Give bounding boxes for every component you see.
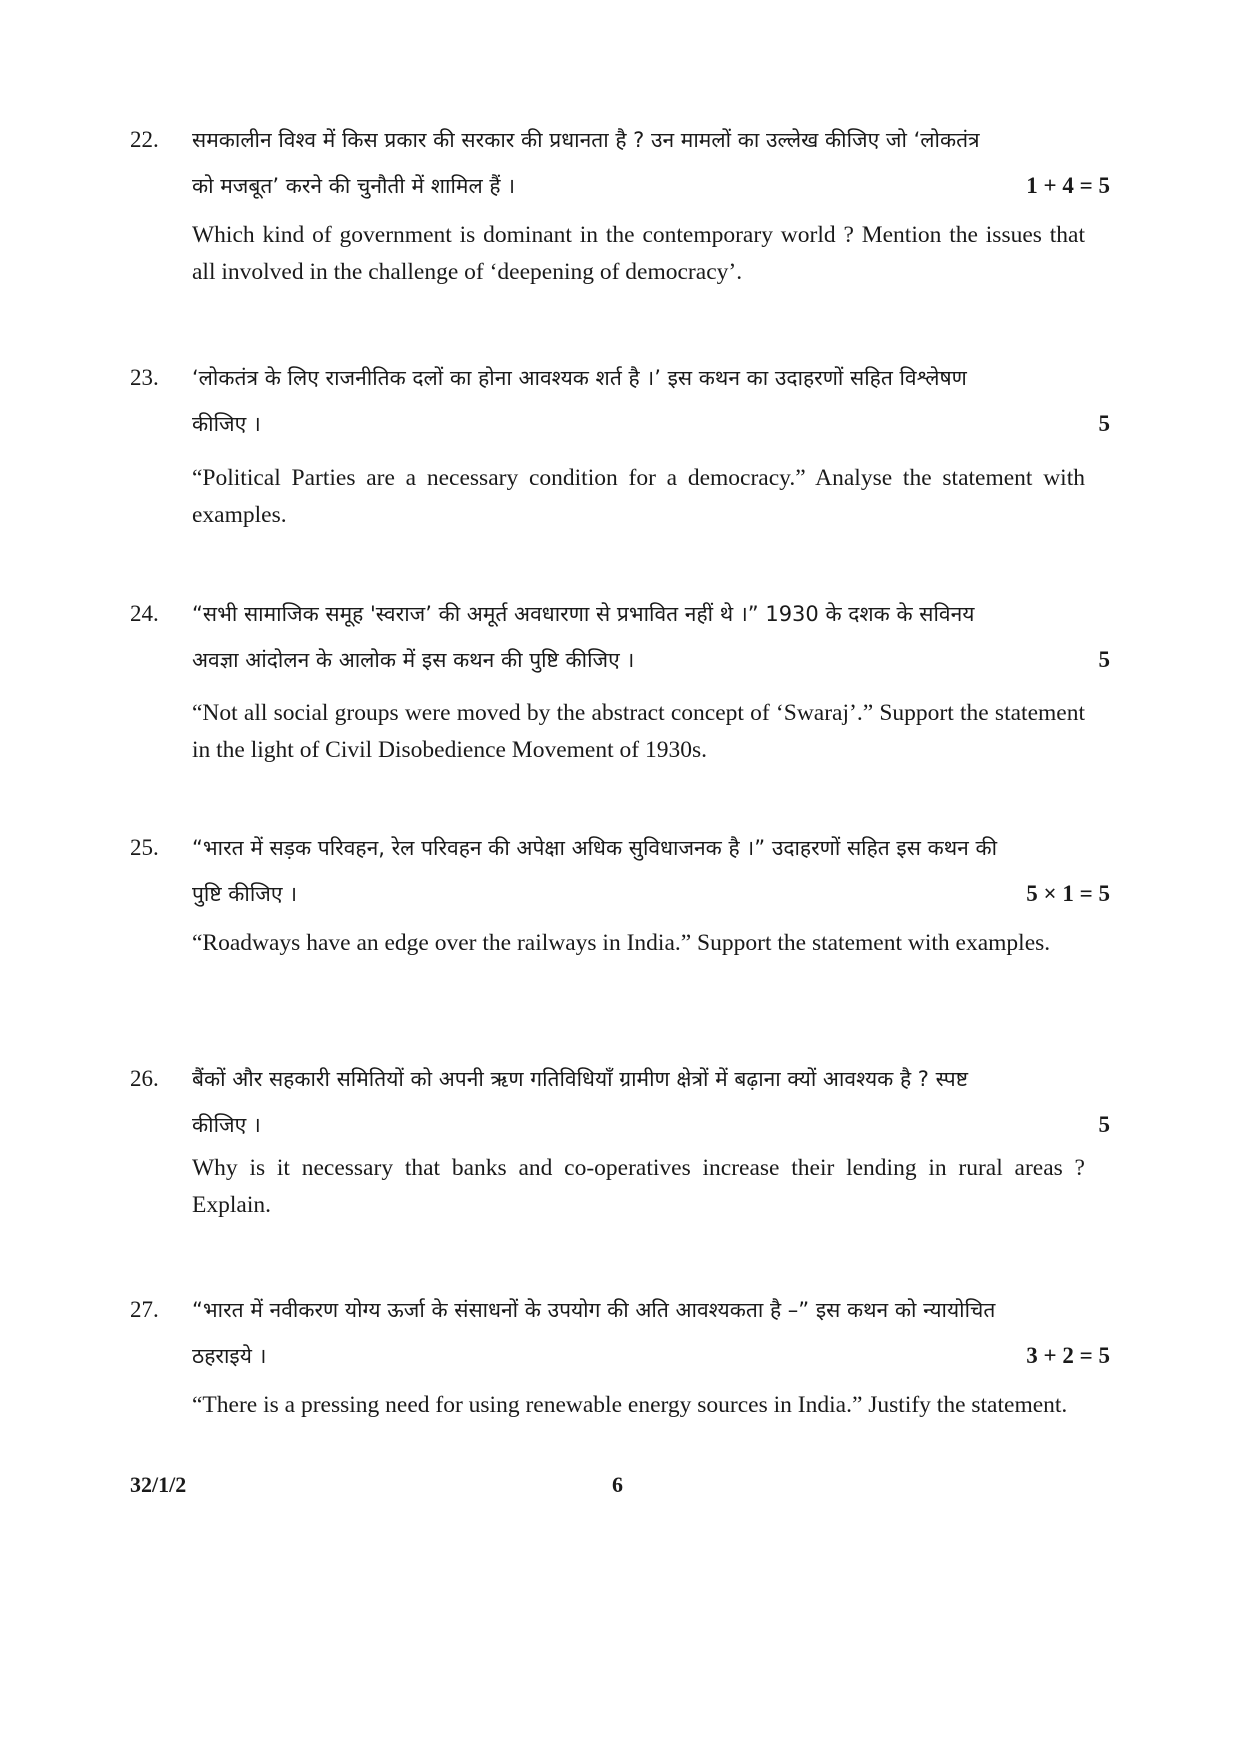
question-english: “Political Parties are a necessary condition for a democracy.” Analyse the statement with examples. [192,465,1085,528]
question-marks: 1 + 4 = 5 [1026,173,1110,198]
question-hindi-line-last [192,1333,1110,1379]
question-marks: 3 + 2 = 5 [1026,1343,1110,1368]
question-english: Why is it necessary that banks and co-operatives increase their lending in rural areas ? Explain. [192,1155,1085,1218]
question-hindi-text: ठहराइये । [192,1344,267,1368]
question-body [192,1056,1110,1224]
question-body [192,117,1110,291]
question-number: 25. [130,835,159,860]
question-english: “There is a pressing need for using renewable energy sources in India.” Justify the statement. [192,1392,1068,1418]
question-marks: 5 × 1 = 5 [1026,881,1110,906]
question-number: 27. [130,1297,159,1322]
question-english: “Not all social groups were moved by the abstract concept of ‘Swaraj’.” Support the statement in the light of Civil Disobedience Movement of 1930s. [192,700,1085,763]
question-body [192,591,1110,769]
question-marks: 5 [1098,411,1110,436]
question-hindi-text: कीजिए । [192,1113,261,1137]
question-hindi-line-last [192,871,1110,917]
question-hindi-line-last [192,637,1110,683]
paper-code: 32/1/2 [130,1472,187,1497]
question-marks: 5 [1098,647,1110,672]
question-hindi-line-last [192,163,1110,209]
question-english: Which kind of government is dominant in the contemporary world ? Mention the issues that all involved in the challenge of ‘deepening of democracy’. [192,222,1085,285]
question-hindi-line: “भारत में सड़क परिवहन, रेल परिवहन की अपेक्षा अधिक सुविधाजनक है ।” उदाहरणों सहित इस कथन की [192,836,998,860]
question-number: 22. [130,127,159,152]
question-number: 24. [130,601,159,626]
question-hindi-text: को मजबूत’ करने की चुनौती में शामिल हैं । [192,174,516,198]
question-body [192,825,1110,962]
question-body [192,355,1110,534]
question-body [192,1287,1110,1424]
question-english: “Roadways have an edge over the railways in India.” Support the statement with examples. [192,930,1051,956]
question-hindi-line: “भारत में नवीकरण योग्य ऊर्जा के संसाधनों के उपयोग की अति आवश्यकता है –” इस कथन को न्यायोचित [192,1298,996,1322]
question-hindi-text: कीजिए । [192,412,261,436]
question-hindi-line: ‘लोकतंत्र के लिए राजनीतिक दलों का होना आवश्यक शर्त है ।’ इस कथन का उदाहरणों सहित विश्लेषण [192,366,967,390]
question-hindi-text: अवज्ञा आंदोलन के आलोक में इस कथन की पुष्टि कीजिए । [192,648,635,672]
question-hindi-line-last [192,1102,1110,1148]
question-number: 23. [130,365,159,390]
question-hindi-line: “सभी सामाजिक समूह 'स्वराज’ की अमूर्त अवधारणा से प्रभावित नहीं थे ।” 1930 के दशक के सविनय [192,602,975,626]
question-marks: 5 [1098,1112,1110,1137]
question-number: 26. [130,1066,159,1091]
page-number: 6 [612,1472,623,1497]
question-hindi-line: समकालीन विश्व में किस प्रकार की सरकार की प्रधानता है ? उन मामलों का उल्लेख कीजिए जो ‘लोकतंत्र [192,128,980,152]
question-hindi-text: पुष्टि कीजिए । [192,882,298,906]
question-hindi-line: बैंकों और सहकारी समितियों को अपनी ऋण गतिविधियाँ ग्रामीण क्षेत्रों में बढ़ाना क्यों आवश्यक है ? स्पष्ट [192,1067,968,1091]
question-hindi-line-last [192,401,1110,447]
